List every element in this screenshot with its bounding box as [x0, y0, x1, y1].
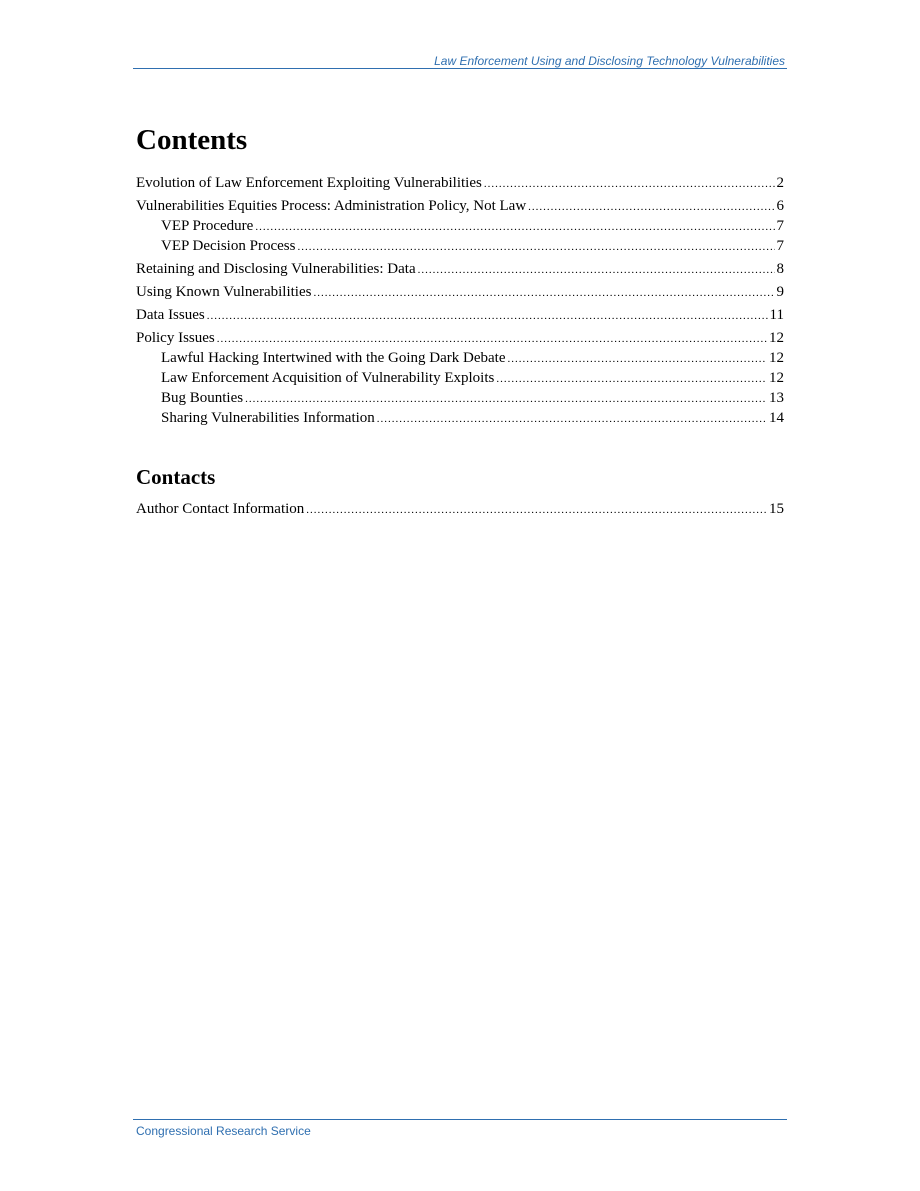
- toc-entry-label: Evolution of Law Enforcement Exploiting Vulnerabilities: [136, 175, 482, 191]
- toc-entry-label: Policy Issues: [136, 330, 215, 346]
- toc-entry-page: 2: [776, 175, 784, 191]
- toc-entry-label: VEP Decision Process: [161, 238, 296, 254]
- page-footer: [133, 1119, 787, 1138]
- toc-entry[interactable]: [136, 283, 784, 303]
- toc-entry[interactable]: [136, 329, 784, 349]
- toc-entry-page: 14: [769, 410, 784, 426]
- toc-entry[interactable]: [136, 260, 784, 280]
- toc-entry[interactable]: [136, 500, 784, 520]
- toc-entry-page: 15: [769, 501, 784, 517]
- toc-subentry[interactable]: [136, 217, 784, 237]
- dot-leader: [297, 238, 774, 257]
- header-title: Law Enforcement Using and Disclosing Technology Vulnerabilities: [434, 54, 785, 68]
- toc-entry-page: 13: [769, 390, 784, 406]
- toc-entry-page: 11: [769, 307, 784, 323]
- dot-leader: [217, 330, 767, 349]
- toc-entry-label: Author Contact Information: [136, 501, 305, 517]
- toc-entry-page: 12: [769, 350, 784, 366]
- dot-leader: [484, 175, 775, 194]
- dot-leader: [528, 198, 774, 217]
- toc-entry-page: 12: [769, 330, 784, 346]
- toc-entry-page: 8: [776, 261, 784, 277]
- toc-subentry[interactable]: [136, 409, 784, 429]
- contents-heading: Contents: [136, 124, 248, 156]
- toc-entry-label: Bug Bounties: [161, 390, 244, 406]
- toc-entry-label: VEP Procedure: [161, 218, 254, 234]
- toc-entry-label: Data Issues: [136, 307, 205, 323]
- dot-leader: [496, 370, 767, 389]
- page-header: [133, 52, 787, 69]
- toc-entry-label: Using Known Vulnerabilities: [136, 284, 312, 300]
- toc-entry-label: Vulnerabilities Equities Process: Administration Policy, Not Law: [136, 198, 527, 214]
- footer-text: Congressional Research Service: [136, 1124, 311, 1138]
- toc-subentry[interactable]: [136, 349, 784, 369]
- toc-subentry[interactable]: [136, 369, 784, 389]
- toc-entry[interactable]: [136, 174, 784, 194]
- dot-leader: [377, 410, 767, 429]
- toc-entry-page: 7: [776, 218, 784, 234]
- toc-entry-label: Law Enforcement Acquisition of Vulnerability Exploits: [161, 370, 495, 386]
- toc-entry-label: Sharing Vulnerabilities Information: [161, 410, 375, 426]
- dot-leader: [207, 307, 768, 326]
- toc-entry-page: 7: [776, 238, 784, 254]
- contents-list: [136, 174, 784, 429]
- toc-entry[interactable]: [136, 306, 784, 326]
- toc-subentry[interactable]: [136, 389, 784, 409]
- dot-leader: [255, 218, 774, 237]
- toc-entry[interactable]: [136, 197, 784, 217]
- dot-leader: [245, 390, 767, 409]
- toc-entry-page: 9: [776, 284, 784, 300]
- toc-entry-label: Lawful Hacking Intertwined with the Going Dark Debate: [161, 350, 506, 366]
- contacts-heading: Contacts: [136, 465, 216, 489]
- dot-leader: [418, 261, 775, 280]
- dot-leader: [313, 284, 774, 303]
- toc-subentry[interactable]: [136, 237, 784, 257]
- toc-entry-label: Retaining and Disclosing Vulnerabilities: Data: [136, 261, 416, 277]
- dot-leader: [306, 501, 767, 520]
- contacts-list: [136, 500, 784, 520]
- toc-entry-page: 12: [769, 370, 784, 386]
- dot-leader: [507, 350, 767, 369]
- toc-entry-page: 6: [776, 198, 784, 214]
